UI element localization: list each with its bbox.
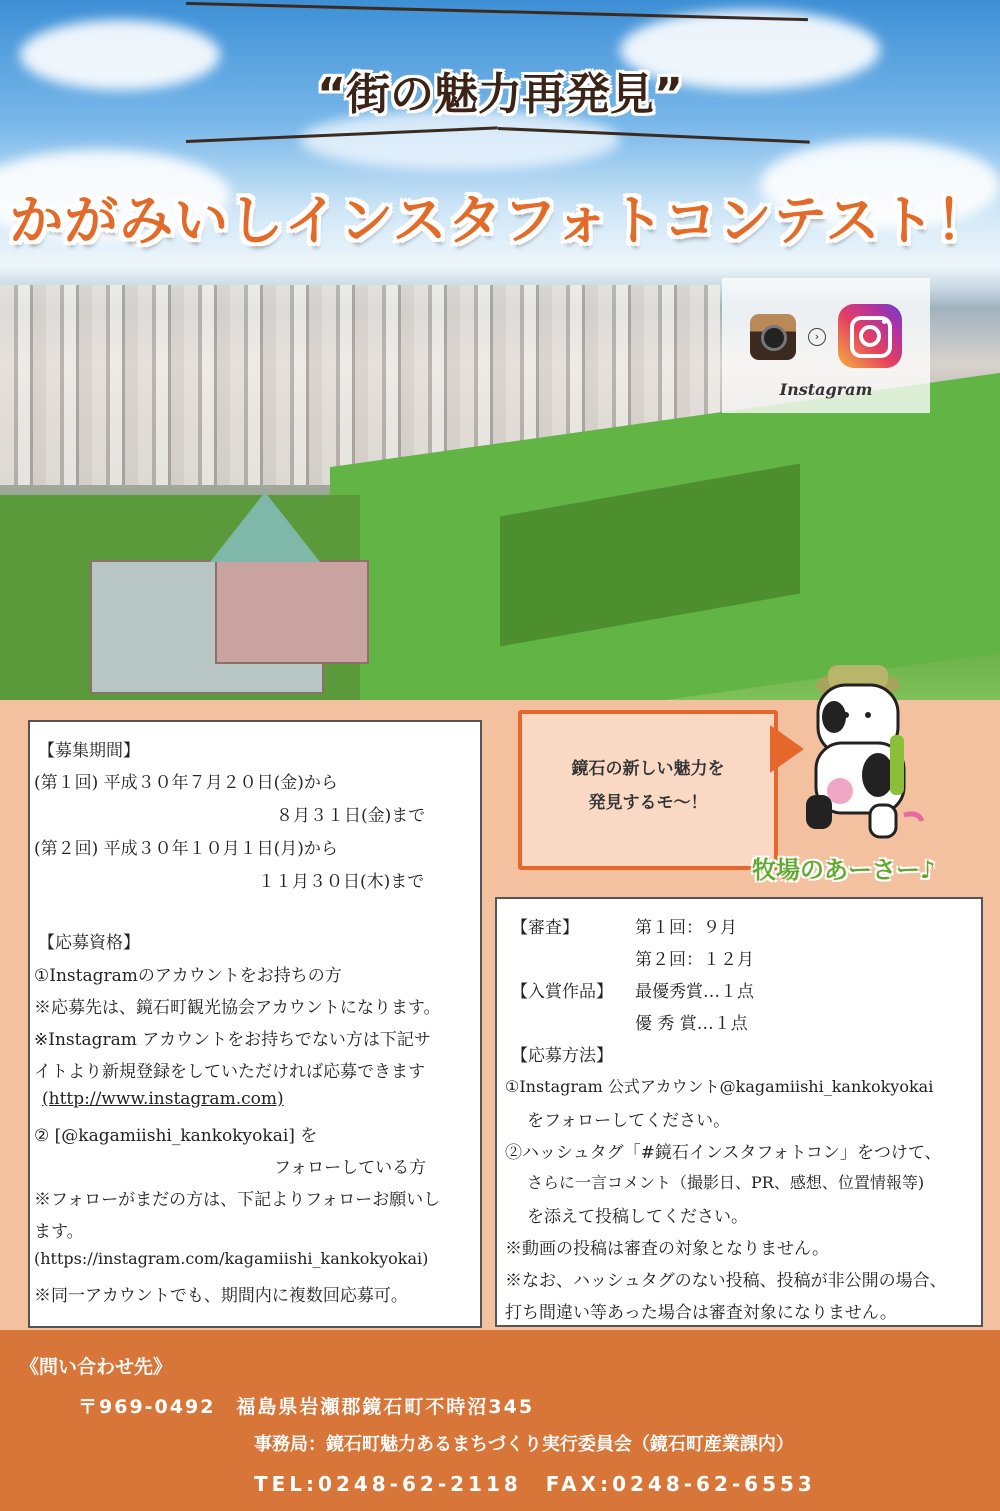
contact-office: 事務局：鏡石町魅力あるまちづくり実行委員会（鏡石町産業課内） [254, 1434, 794, 1455]
instagram-badge [722, 278, 930, 413]
eligibility-heading: 【応募資格】 [38, 933, 140, 953]
page-subtitle: “街の魅力再発見” [317, 69, 683, 120]
eligibility-line: ※応募先は、鏡石町観光協会アカウントになります。 [34, 998, 441, 1018]
building [215, 560, 369, 664]
contact-footer [0, 1330, 1000, 1511]
eligibility-line: ② [@kagamiishi_kankokyokai] を [34, 1126, 318, 1146]
eligibility-line: ①Instagramのアカウントをお持ちの方 [34, 966, 342, 986]
period-eligibility-box [28, 720, 482, 1328]
review-round2: 第２回：１２月 [635, 950, 754, 970]
building-tower-roof [210, 492, 320, 562]
eligibility-line: イトより新規登録をしていただければ応募できます [34, 1062, 425, 1082]
prize-grand: 最優秀賞…１点 [635, 982, 754, 1002]
method-line: さらに一言コメント（撮影日、PR、感想、位置情報等) [527, 1173, 925, 1192]
cow-mascot [778, 665, 928, 845]
eligibility-line: ※同一アカウントでも、期間内に複数回応募可。 [34, 1286, 408, 1306]
review-round1: 第１回：９月 [635, 918, 737, 938]
eligibility-line: ※Instagram アカウントをお持ちでない方は下記サ [34, 1030, 431, 1050]
arrow-right-icon: › [808, 328, 826, 346]
note-line: ※動画の投稿は審査の対象となりません。 [505, 1239, 830, 1259]
round2-end: １１月３０日(木)まで [258, 872, 425, 892]
instagram-link[interactable]: (http://www.instagram.com) [42, 1089, 284, 1109]
account-link[interactable]: (https://instagram.com/kagamiishi_kankokyokai) [34, 1249, 429, 1268]
round2-start: (第２回) 平成３０年１０月１日(月)から [34, 839, 338, 859]
period-heading: 【募集期間】 [38, 741, 140, 761]
review-label: 【審査】 [511, 918, 579, 938]
contact-phone-fax: TEL:0248-62-2118 FAX:0248-62-6553 [254, 1472, 816, 1496]
bubble-line: 鏡石の新しい魅力を [571, 759, 725, 779]
round1-end: ８月３１日(金)まで [276, 806, 426, 826]
note-line: 打ち間違い等あった場合は審査対象になりません。 [505, 1303, 897, 1323]
bubble-line: 発見するモ～！ [588, 793, 708, 813]
method-line: ②ハッシュタグ「#鏡石インスタフォトコン」をつけて、 [505, 1143, 942, 1163]
method-heading: 【応募方法】 [511, 1046, 613, 1066]
speech-bubble [518, 710, 778, 870]
eligibility-line: ます。 [34, 1222, 84, 1242]
prize-excellent: 優 秀 賞…１点 [635, 1014, 748, 1034]
instagram-label: Instagram [779, 380, 873, 399]
method-line: ①Instagram 公式アカウント@kagamiishi_kankokyokai [505, 1077, 934, 1096]
contact-heading: 《問い合わせ先》 [20, 1356, 173, 1378]
eligibility-line: ※フォローがまだの方は、下記よりフォローお願いし [34, 1190, 441, 1210]
instagram-icon [838, 304, 902, 368]
contact-address: 〒969-0492 福島県岩瀬郡鏡石町不時沼345 [78, 1396, 535, 1418]
eligibility-line: フォローしている方 [274, 1158, 427, 1178]
hero-photo [0, 0, 1000, 700]
judging-box [495, 897, 983, 1327]
method-line: をフォローしてください。 [527, 1111, 731, 1131]
instagram-old-camera-icon [750, 314, 796, 360]
page-title: かがみいしインスタフォトコンテスト！ [9, 189, 991, 252]
note-line: ※なお、ハッシュタグのない投稿、投稿が非公開の場合、 [505, 1271, 947, 1291]
round1-start: (第１回) 平成３０年７月２０日(金)から [34, 773, 338, 793]
method-line: を添えて投稿してください。 [527, 1207, 748, 1227]
prize-label: 【入賞作品】 [511, 982, 613, 1002]
mascot-name: 牧場のあーさー♪ [752, 856, 936, 884]
